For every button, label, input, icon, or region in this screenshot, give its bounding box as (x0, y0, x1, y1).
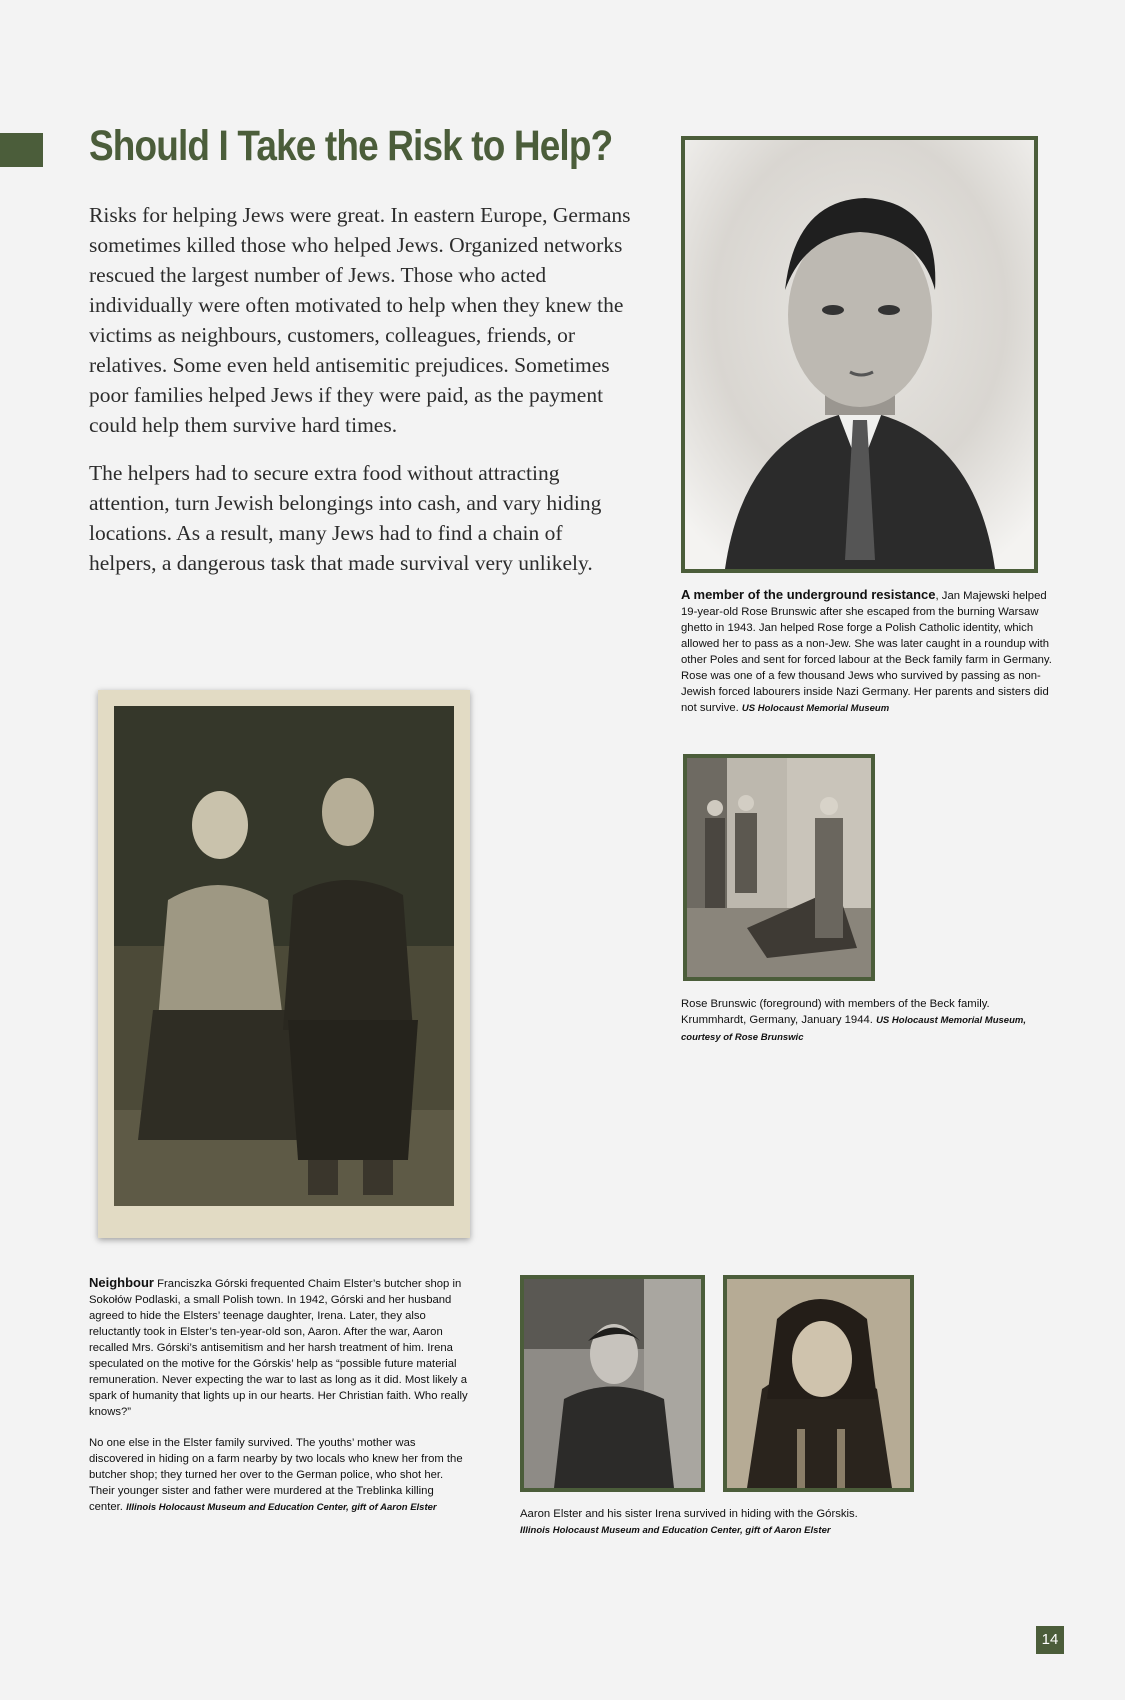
caption-neighbour-p1 (89, 1275, 469, 1420)
page-number: 14 (1036, 1626, 1064, 1654)
caption-elster-text: Aaron Elster and his sister Irena survived in hiding with the Górskis. (520, 1508, 858, 1520)
caption-beck (681, 996, 1041, 1046)
caption-elster (520, 1506, 940, 1539)
caption-majewski-text: , Jan Majewski helped 19-year-old Rose Brunswic after she escaped from the burning Warsaw ghetto in 1943. Jan helped Rose forge a Polish Catholic identity, which allowed her to pass as a non-Jew. She was later caught in a roundup with other Poles and sent for forced labour at the Beck family farm in Germany. Rose was one of a few thousand Jews who survived by passing as non-Jewish forced labourers inside Nazi Germany. Her parents and sisters did not survive. (681, 590, 1052, 714)
intro-paragraph-1: Risks for helping Jews were great. In eastern Europe, Germans sometimes killed those who helped Jews. Organized networks rescued the largest number of Jews. Those who acted individually were often motivated to help when they knew the victims as neighbours, customers, colleagues, friends, or relatives. Some even held antisemitic prejudices. Sometimes poor families helped Jews if they were paid, as the payment could help them survive hard times. (89, 203, 631, 437)
caption-neighbour-lead: Neighbour (89, 1275, 154, 1290)
caption-beck-text: Rose Brunswic (foreground) with members of the Beck family. Krummhardt, Germany, January 1944. (681, 998, 990, 1026)
caption-majewski (681, 587, 1056, 717)
caption-majewski-credit: US Holocaust Memorial Museum (741, 703, 890, 714)
photo-jan-majewski (681, 136, 1038, 573)
caption-neighbour-p2 (89, 1435, 469, 1516)
caption-neighbour-p1-text: Franciszka Górski frequented Chaim Elster’s butcher shop in Sokołów Podlaski, a small Polish town. In 1942, Górski and her husband agreed to hide the Elsters’ teenage daughter, Irena. Later, they also reluctantly took in Elster’s ten-year-old son, Aaron. After the war, Aaron recalled Mrs. Górski’s antisemitism and her harsh treatment of him. Irena speculated on the motive for the Górskis’ help as “possible future material remuneration. Never expecting the war to last as long as it did. Most likely a spark of humanity that lights up in our hearts. Her Christian faith. Who really knows?” (89, 1278, 468, 1418)
photo-aaron-elster (520, 1275, 705, 1492)
caption-elster-credit: Illinois Holocaust Museum and Education Center, gift of Aaron Elster (520, 1525, 831, 1536)
caption-neighbour (89, 1275, 469, 1531)
accent-bar (0, 133, 43, 167)
photo-gorski-couple (98, 690, 470, 1238)
photo-beck-family (683, 754, 875, 981)
caption-beck-credit: US Holocaust Memorial Museum, courtesy of Rose Brunswic (681, 1015, 1026, 1043)
intro-text (89, 200, 634, 596)
caption-majewski-lead: A member of the underground resistance (681, 587, 936, 602)
page-title: Should I Take the Risk to Help? (89, 122, 613, 170)
photo-irena-elster (723, 1275, 914, 1492)
intro-paragraph-2: The helpers had to secure extra food without attracting attention, turn Jewish belongings into cash, and vary hiding locations. As a result, many Jews had to find a chain of helpers, a dangerous task that made survival very unlikely. (89, 461, 602, 575)
caption-neighbour-credit: Illinois Holocaust Museum and Education Center, gift of Aaron Elster (126, 1502, 437, 1513)
caption-neighbour-p2-text: No one else in the Elster family survived. The youths’ mother was discovered in hiding on a farm nearby by two locals who knew her from the butcher shop; they turned her over to the German police, who shot her. Their younger sister and father were murdered at the Treblinka killing center. (89, 1437, 463, 1513)
